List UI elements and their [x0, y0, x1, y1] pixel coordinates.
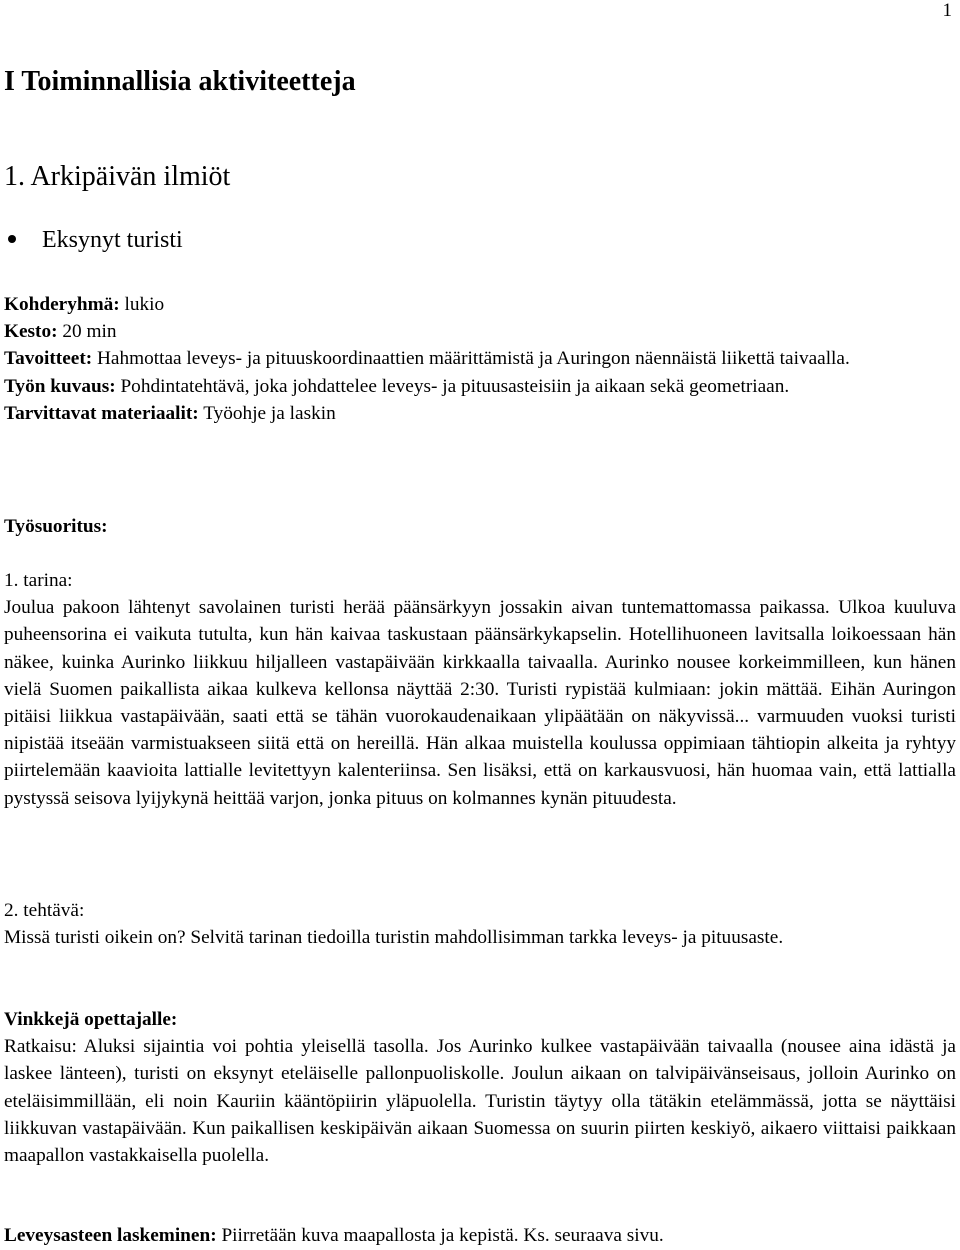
bullet-icon: [8, 235, 16, 243]
leveysasteen-line: [4, 1222, 956, 1249]
tarina-text: Joulua pakoon lähtenyt savolainen turisti herää päänsärkyyn jossakin aivan tuntemattomassa paikassa. Ulkoa kuuluva puheensorina ei vaikuta tutulta, kun hän kaivaa taskustaan päänsärkykapselin. Hotellihuoneen lavitsalla loikoessaan hän näkee, kuinka Aurinko liikkuu hiljalleen vastapäivään kirkkaalla taivaalla. Aurinko nousee korkeimmilleen, kun hänen vielä Suomen paikallista aikaa kulkeva kellonsa näyttää 2:30. Turisti rypistää kulmiaan: jokin mättää. Eihän Auringon pitäisi liikkua vastapäivään, saati että se tähän vuorokaudenaikaan ylipäätään on näkyvissä... varmuuden vuoksi turisti nipistää itseään varmistuakseen siitä että on hereillä. Hän alkaa muistella koulussa oppimiaan tähtiopin alkeita ja ryhtyy piirtelemään kaavioita lattialle levitettyyn kalenteriinsa. Sen lisäksi, että on karkausvuosi, hän huomaa vain, että lattialla pystyssä seisova lyijykynä heittää varjon, jonka pituus on kolmannes kynän pituudesta.: [4, 597, 956, 809]
meta-tyon-kuvaus: [4, 373, 956, 400]
meta-tavoitteet: [4, 345, 956, 372]
tyosuoritus-heading: [4, 513, 956, 540]
leveysasteen-label: Leveysasteen laskeminen:: [4, 1225, 217, 1246]
activity-title: [4, 222, 183, 258]
leveysasteen-value: Piirretään kuva maapallosta ja kepistä. Ks. seuraava sivu.: [216, 1225, 664, 1246]
vinkkeja-text: Ratkaisu: Aluksi sijaintia voi pohtia yleisellä tasolla. Jos Aurinko kulkee vastapäivään taivaalla (nousee aina idästä ja laskee länteen), turisti on eksynyt eteläiselle pallonpuoliskolle. Joulun aikaan on talvipäivänseisaus, jolloin Aurinko on eteläisimmillään, eli noin Kauriin kääntöpiirin yläpuolella. Turistin täytyy olla tätäkin etelämmässä, jotta se näyttäisi liikkuvan vastapäivään. Kun paikallisen keskipäivän aikaan Suomessa on suurin piirten keskiyö, aikaero viittaisi paikkaan maapallon vastakkaisella puolella.: [4, 1036, 956, 1167]
tyon-kuvaus-label: Työn kuvaus:: [4, 375, 116, 397]
tarina-section: [4, 567, 956, 812]
kesto-value: 20 min: [57, 321, 117, 343]
kohderyhma-value: lukio: [119, 294, 165, 315]
tehtava-text: Missä turisti oikein on? Selvitä tarinan tiedoilla turistin mahdollisimman tarkka leveys- ja pituusaste.: [4, 927, 784, 949]
activity-title-text: Eksynyt turisti: [42, 227, 183, 253]
section-title: 1. Arkipäivän ilmiöt: [4, 161, 231, 192]
kesto-label: Kesto:: [4, 321, 58, 343]
vinkkeja-section: [4, 1006, 956, 1169]
leveysasteen-section: [4, 1222, 956, 1249]
materiaalit-value: Työohje ja laskin: [198, 402, 336, 424]
page-number: 1: [942, 0, 952, 21]
tarina-label: 1. tarina:: [4, 570, 73, 591]
chapter-title: I Toiminnallisia aktiviteetteja: [4, 66, 356, 97]
materiaalit-label: Tarvittavat materiaalit:: [4, 402, 199, 424]
tehtava-label: 2. tehtävä:: [4, 900, 85, 921]
tavoitteet-value: Hahmottaa leveys- ja pituuskoordinaattien määrittämistä ja Auringon näennäistä liikettä taivaalla.: [92, 348, 850, 370]
meta-materiaalit: [4, 400, 956, 427]
tyosuoritus-label: Työsuoritus:: [4, 516, 108, 537]
tyon-kuvaus-value: Pohdintatehtävä, joka johdattelee leveys- ja pituusasteisiin ja aikaan sekä geometriaan.: [115, 375, 790, 397]
kohderyhma-label: Kohderyhmä:: [4, 294, 120, 315]
meta-kohderyhma: [4, 291, 956, 318]
vinkkeja-label: Vinkkejä opettajalle:: [4, 1009, 178, 1030]
tavoitteet-label: Tavoitteet:: [4, 348, 93, 370]
meta-kesto: [4, 318, 956, 345]
tehtava-section: [4, 897, 956, 951]
activity-meta: [4, 291, 956, 427]
